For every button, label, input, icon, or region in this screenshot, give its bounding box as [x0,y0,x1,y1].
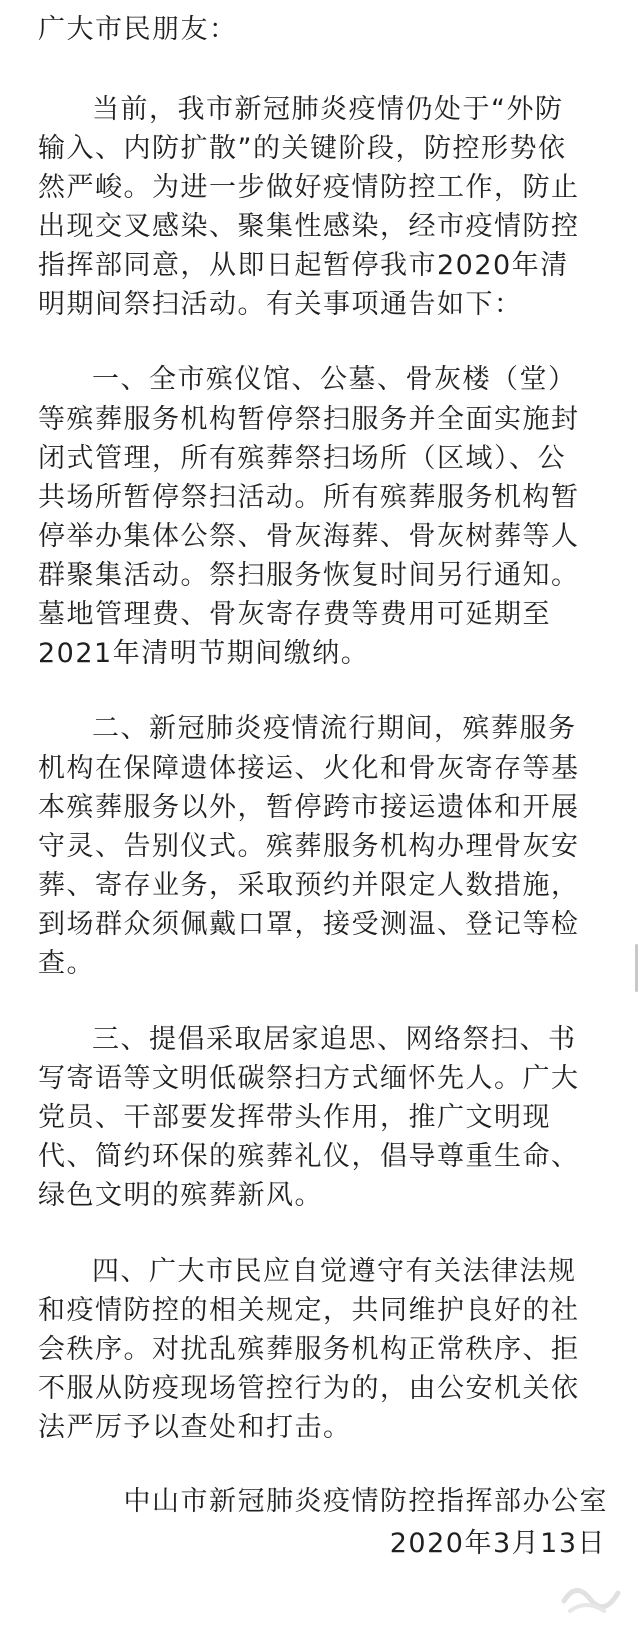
signature-organization: 中山市新冠肺炎疫情防控指挥部办公室 [123,1486,608,1517]
paragraph-line: 等殡葬服务机构暂停祭扫服务并全面实施封 [38,404,580,435]
scrollbar-thumb[interactable] [635,944,638,992]
paragraph-line: 指挥部同意，从即日起暂停我市2020年清 [38,250,569,281]
paragraph-line: 会秩序。对扰乱殡葬服务机构正常秩序、拒 [38,1334,580,1365]
paragraph-line: 不服从防疫现场管控行为的，由公安机关依 [38,1373,580,1404]
paragraph-line: 守灵、告别仪式。殡葬服务机构办理骨灰安 [38,831,580,862]
paragraph-line: 墓地管理费、骨灰寄存费等费用可延期至 [38,599,551,630]
paragraph-line: 和疫情防控的相关规定，共同维护良好的社 [38,1295,580,1326]
paragraph-line: 出现交叉感染、聚集性感染，经市疫情防控 [38,211,580,242]
paragraph-line: 机构在保障遗体接运、火化和骨灰寄存等基 [38,753,580,784]
paragraph-line: 明期间祭扫活动。有关事项通告如下： [38,289,523,320]
paragraph-line: 葬、寄存业务，采取预约并限定人数措施， [38,870,580,901]
paragraph-line: 当前，我市新冠肺炎疫情仍处于“外防 [92,94,564,125]
paragraph-line: 一、全市殡仪馆、公墓、骨灰楼（堂） [92,364,577,395]
paragraph-line: 三、提倡采取居家追思、网络祭扫、书 [92,1024,577,1055]
paragraph-line: 四、广大市民应自觉遵守有关法律法规 [92,1256,577,1287]
paragraph-line: 闭式管理，所有殡葬祭扫场所（区域）、公 [38,443,566,474]
paragraph-line: 二、新冠肺炎疫情流行期间，殡葬服务 [92,713,577,744]
paragraph-line: 绿色文明的殡葬新风。 [38,1180,323,1211]
paragraph-line: 输入、内防扩散”的关键阶段，防控形势依 [38,133,567,164]
paragraph-line: 党员、干部要发挥带头作用，推广文明现 [38,1102,551,1133]
paragraph-line: 本殡葬服务以外，暂停跨市接运遗体和开展 [38,792,580,823]
paragraph-line: 代、简约环保的殡葬礼仪，倡导尊重生命、 [38,1141,580,1172]
paragraph-line: 2021年清明节期间缴纳。 [38,638,370,669]
paragraph-line: 然严峻。为进一步做好疫情防控工作，防止 [38,172,580,203]
paragraph-line: 停举办集体公祭、骨灰海葬、骨灰树葬等人 [38,521,580,552]
paragraph-line: 共场所暂停祭扫活动。所有殡葬服务机构暂 [38,482,580,513]
paragraph-line: 查。 [38,948,95,979]
watermark-logo-icon [556,1571,626,1621]
paragraph-line: 群聚集活动。祭扫服务恢复时间另行通知。 [38,560,580,591]
paragraph-line: 到场群众须佩戴口罩，接受测温、登记等检 [38,909,580,940]
signature-date: 2020年3月13日 [389,1528,606,1559]
salutation: 广大市民朋友： [38,14,238,45]
paragraph-line: 写寄语等文明低碳祭扫方式缅怀先人。广大 [38,1063,580,1094]
paragraph-line: 法严厉予以查处和打击。 [38,1412,352,1443]
